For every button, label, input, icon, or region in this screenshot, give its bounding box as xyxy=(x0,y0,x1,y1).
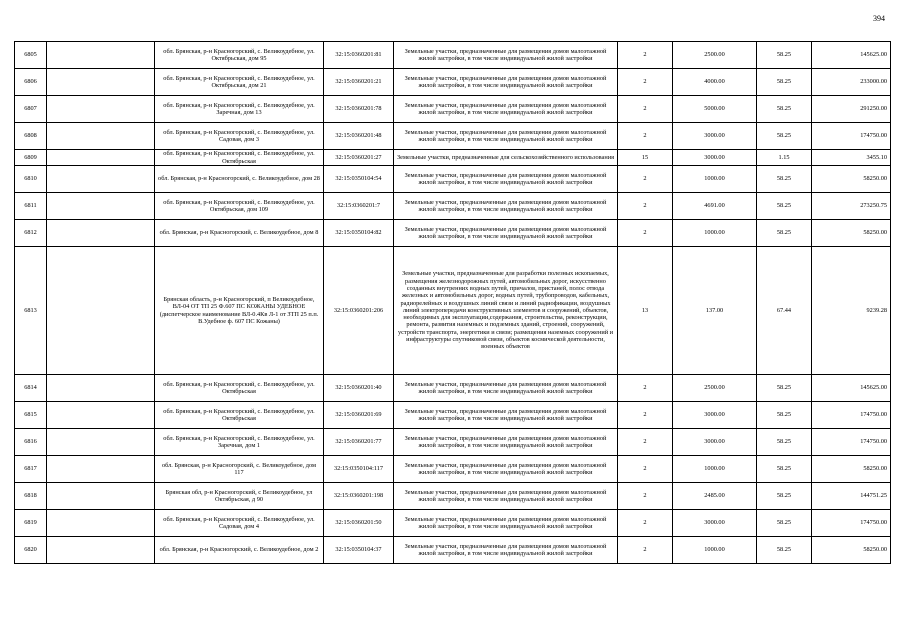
specific-value-cell: 58.25 xyxy=(757,220,812,247)
cadastral-number-cell: 32:15:0350104:82 xyxy=(324,220,394,247)
empty-cell xyxy=(47,429,155,456)
row-number: 6820 xyxy=(15,537,47,564)
group-number-cell: 2 xyxy=(618,510,673,537)
land-use-cell: Земельные участки, предназначенные для размещения домов малоэтажной жилой застройки, в том числе индивидуальной жилой застройки xyxy=(394,510,618,537)
specific-value-cell: 58.25 xyxy=(757,375,812,402)
empty-cell xyxy=(47,483,155,510)
cadastral-value-cell: 145625.00 xyxy=(812,42,891,69)
address-cell: обл. Брянская, р-н Красногорский, с. Великоудебное, ул. Октябрьская, дом 21 xyxy=(155,69,324,96)
cadastral-value-cell: 3455.10 xyxy=(812,150,891,166)
area-cell: 4000.00 xyxy=(673,69,757,96)
page-number: 394 xyxy=(873,14,885,23)
land-use-cell: Земельные участки, предназначенные для размещения домов малоэтажной жилой застройки, в том числе индивидуальной жилой застройки xyxy=(394,429,618,456)
table-row xyxy=(15,166,891,193)
group-number-cell: 2 xyxy=(618,429,673,456)
specific-value-cell: 58.25 xyxy=(757,510,812,537)
cadastral-number-cell: 32:15:0360201:27 xyxy=(324,150,394,166)
group-number-cell: 15 xyxy=(618,150,673,166)
cadastral-number-cell: 32:15:0360201:77 xyxy=(324,429,394,456)
cadastral-value-cell: 145625.00 xyxy=(812,375,891,402)
cadastral-value-cell: 174750.00 xyxy=(812,429,891,456)
cadastral-value-cell: 233000.00 xyxy=(812,69,891,96)
specific-value-cell: 58.25 xyxy=(757,123,812,150)
area-cell: 3000.00 xyxy=(673,429,757,456)
land-use-cell: Земельные участки, предназначенные для размещения домов малоэтажной жилой застройки, в том числе индивидуальной жилой застройки xyxy=(394,42,618,69)
row-number: 6810 xyxy=(15,166,47,193)
specific-value-cell: 58.25 xyxy=(757,69,812,96)
cadastral-value-table xyxy=(14,41,891,564)
table-row xyxy=(15,429,891,456)
row-number: 6819 xyxy=(15,510,47,537)
address-cell: обл. Брянская, р-н Красногорский, с. Великоудебное, ул. Заречная, дом 13 xyxy=(155,96,324,123)
specific-value-cell: 58.25 xyxy=(757,402,812,429)
land-use-cell: Земельные участки, предназначенные для размещения домов малоэтажной жилой застройки, в том числе индивидуальной жилой застройки xyxy=(394,402,618,429)
group-number-cell: 13 xyxy=(618,247,673,375)
empty-cell xyxy=(47,166,155,193)
address-cell: обл. Брянская, р-н Красногорский, с. Великоудебное, ул. Садовая, дом 3 xyxy=(155,123,324,150)
area-cell: 3000.00 xyxy=(673,123,757,150)
specific-value-cell: 58.25 xyxy=(757,96,812,123)
cadastral-number-cell: 32:15:0350104:54 xyxy=(324,166,394,193)
row-number: 6809 xyxy=(15,150,47,166)
table-body xyxy=(15,42,891,564)
table-row xyxy=(15,220,891,247)
cadastral-number-cell: 32:15:0360201:48 xyxy=(324,123,394,150)
row-number: 6812 xyxy=(15,220,47,247)
table-row xyxy=(15,537,891,564)
empty-cell xyxy=(47,123,155,150)
row-number: 6806 xyxy=(15,69,47,96)
address-cell: обл. Брянская, р-н Красногорский, с. Великоудебное, дом 2 xyxy=(155,537,324,564)
address-cell: обл. Брянская, р-н Красногорский, с. Великоудебное, дом 8 xyxy=(155,220,324,247)
empty-cell xyxy=(47,220,155,247)
cadastral-value-cell: 9239.28 xyxy=(812,247,891,375)
cadastral-value-cell: 144751.25 xyxy=(812,483,891,510)
specific-value-cell: 67.44 xyxy=(757,247,812,375)
cadastral-number-cell: 32:15:0360201:81 xyxy=(324,42,394,69)
table-row xyxy=(15,123,891,150)
area-cell: 1000.00 xyxy=(673,456,757,483)
empty-cell xyxy=(47,42,155,69)
land-use-cell: Земельные участки, предназначенные для сельскохозяйственного использования xyxy=(394,150,618,166)
empty-cell xyxy=(47,150,155,166)
area-cell: 2500.00 xyxy=(673,42,757,69)
cadastral-value-cell: 273250.75 xyxy=(812,193,891,220)
specific-value-cell: 58.25 xyxy=(757,483,812,510)
row-number: 6805 xyxy=(15,42,47,69)
land-use-cell: Земельные участки, предназначенные для размещения домов малоэтажной жилой застройки, в том числе индивидуальной жилой застройки xyxy=(394,96,618,123)
cadastral-value-cell: 291250.00 xyxy=(812,96,891,123)
table-row xyxy=(15,483,891,510)
group-number-cell: 2 xyxy=(618,402,673,429)
empty-cell xyxy=(47,247,155,375)
group-number-cell: 2 xyxy=(618,96,673,123)
group-number-cell: 2 xyxy=(618,456,673,483)
row-number: 6811 xyxy=(15,193,47,220)
table-row xyxy=(15,247,891,375)
group-number-cell: 2 xyxy=(618,193,673,220)
land-use-cell: Земельные участки, предназначенные для размещения домов малоэтажной жилой застройки, в том числе индивидуальной жилой застройки xyxy=(394,375,618,402)
cadastral-number-cell: 32:15:0360201:21 xyxy=(324,69,394,96)
address-cell: обл. Брянская, р-н Красногорский, с. Великоудебное, ул. Заречная, дом 1 xyxy=(155,429,324,456)
cadastral-value-cell: 58250.00 xyxy=(812,166,891,193)
empty-cell xyxy=(47,456,155,483)
area-cell: 3000.00 xyxy=(673,150,757,166)
land-use-cell: Земельные участки, предназначенные для разработки полезных ископаемых, размещения железнодорожных путей, автомобильных дорог, искусственно созданных внутренних водных путей, причалов, пристаней, полос отвода железных и автомобильных дорог, водных путей, трубопроводов, кабельных, радиорелейных и воздушных линий связи и линий радиофикации, воздушных линий электропередачи конструктивных элементов и сооружений, объектов, необходимых для эксплуатации,содержания, строительства, реконструкции, ремонта, развития наземных и подземных зданий, строений, сооружений, устройств транспорта, энергетики и связи; размещения наземных сооружений и инфраструктуры спутниковой связи, объектов космической деятельности, военных объектов xyxy=(394,247,618,375)
group-number-cell: 2 xyxy=(618,537,673,564)
address-cell: Брянская обл, р-н Красногорский, с Великоудебное, ул Октябрьская, д 90 xyxy=(155,483,324,510)
address-cell: обл. Брянская, р-н Красногорский, с. Великоудебное, ул. Октябрьская xyxy=(155,150,324,166)
row-number: 6816 xyxy=(15,429,47,456)
empty-cell xyxy=(47,96,155,123)
land-use-cell: Земельные участки, предназначенные для размещения домов малоэтажной жилой застройки, в том числе индивидуальной жилой застройки xyxy=(394,166,618,193)
row-number: 6807 xyxy=(15,96,47,123)
table-row xyxy=(15,193,891,220)
group-number-cell: 2 xyxy=(618,220,673,247)
specific-value-cell: 58.25 xyxy=(757,166,812,193)
empty-cell xyxy=(47,537,155,564)
land-use-cell: Земельные участки, предназначенные для размещения домов малоэтажной жилой застройки, в том числе индивидуальной жилой застройки xyxy=(394,483,618,510)
area-cell: 1000.00 xyxy=(673,166,757,193)
address-cell: обл. Брянская, р-н Красногорский, с. Великоудебное, ул. Октябрьская, дом 95 xyxy=(155,42,324,69)
cadastral-value-cell: 58250.00 xyxy=(812,220,891,247)
empty-cell xyxy=(47,375,155,402)
row-number: 6814 xyxy=(15,375,47,402)
table-row xyxy=(15,96,891,123)
row-number: 6808 xyxy=(15,123,47,150)
cadastral-value-cell: 174750.00 xyxy=(812,402,891,429)
table-row xyxy=(15,402,891,429)
address-cell: Брянская область, р-н Красногорский, п Великоудебное, ВЛ-04 ОТ ТП 25 Ф.607 ПС КОЖАНЫ УДЕБНОЕ (диспетчерское наименование ВЛ-0.4Кв Л-1 от ЗТП 25 п.п. В.Удебное ф. 607 ПС Кожаны) xyxy=(155,247,324,375)
area-cell: 2500.00 xyxy=(673,375,757,402)
area-cell: 4691.00 xyxy=(673,193,757,220)
address-cell: обл. Брянская, р-н Красногорский, с. Великоудебное, дом 117 xyxy=(155,456,324,483)
cadastral-number-cell: 32:15:0360201:78 xyxy=(324,96,394,123)
area-cell: 1000.00 xyxy=(673,537,757,564)
cadastral-number-cell: 32:15:0360201:40 xyxy=(324,375,394,402)
group-number-cell: 2 xyxy=(618,123,673,150)
area-cell: 3000.00 xyxy=(673,402,757,429)
area-cell: 137.00 xyxy=(673,247,757,375)
cadastral-value-cell: 174750.00 xyxy=(812,510,891,537)
specific-value-cell: 58.25 xyxy=(757,193,812,220)
specific-value-cell: 58.25 xyxy=(757,456,812,483)
area-cell: 1000.00 xyxy=(673,220,757,247)
table-row xyxy=(15,375,891,402)
table-row xyxy=(15,69,891,96)
area-cell: 3000.00 xyxy=(673,510,757,537)
cadastral-number-cell: 32:15:0360201:69 xyxy=(324,402,394,429)
specific-value-cell: 1.15 xyxy=(757,150,812,166)
group-number-cell: 2 xyxy=(618,166,673,193)
land-use-cell: Земельные участки, предназначенные для размещения домов малоэтажной жилой застройки, в том числе индивидуальной жилой застройки xyxy=(394,69,618,96)
address-cell: обл. Брянская, р-н Красногорский, с. Великоудебное, ул. Октябрьская, дом 109 xyxy=(155,193,324,220)
empty-cell xyxy=(47,510,155,537)
land-use-cell: Земельные участки, предназначенные для размещения домов малоэтажной жилой застройки, в том числе индивидуальной жилой застройки xyxy=(394,193,618,220)
area-cell: 5000.00 xyxy=(673,96,757,123)
empty-cell xyxy=(47,193,155,220)
address-cell: обл. Брянская, р-н Красногорский, с. Великоудебное, ул. Октябрьская xyxy=(155,402,324,429)
table-row xyxy=(15,510,891,537)
cadastral-number-cell: 32:15:0360201:198 xyxy=(324,483,394,510)
address-cell: обл. Брянская, р-н Красногорский, с. Великоудебное, ул. Садовая, дом 4 xyxy=(155,510,324,537)
cadastral-number-cell: 32:15:0360201:50 xyxy=(324,510,394,537)
specific-value-cell: 58.25 xyxy=(757,537,812,564)
area-cell: 2485.00 xyxy=(673,483,757,510)
land-use-cell: Земельные участки, предназначенные для размещения домов малоэтажной жилой застройки, в том числе индивидуальной жилой застройки xyxy=(394,456,618,483)
row-number: 6813 xyxy=(15,247,47,375)
row-number: 6815 xyxy=(15,402,47,429)
land-use-cell: Земельные участки, предназначенные для размещения домов малоэтажной жилой застройки, в том числе индивидуальной жилой застройки xyxy=(394,220,618,247)
group-number-cell: 2 xyxy=(618,375,673,402)
group-number-cell: 2 xyxy=(618,69,673,96)
table-row xyxy=(15,150,891,166)
empty-cell xyxy=(47,69,155,96)
cadastral-value-cell: 58250.00 xyxy=(812,456,891,483)
cadastral-value-cell: 58250.00 xyxy=(812,537,891,564)
land-use-cell: Земельные участки, предназначенные для размещения домов малоэтажной жилой застройки, в том числе индивидуальной жилой застройки xyxy=(394,537,618,564)
cadastral-number-cell: 32:15:0360201:206 xyxy=(324,247,394,375)
specific-value-cell: 58.25 xyxy=(757,42,812,69)
cadastral-value-cell: 174750.00 xyxy=(812,123,891,150)
row-number: 6818 xyxy=(15,483,47,510)
address-cell: обл. Брянская, р-н Красногорский, с. Великоудебное, ул. Октябрьская xyxy=(155,375,324,402)
cadastral-number-cell: 32:15:0350104:117 xyxy=(324,456,394,483)
empty-cell xyxy=(47,402,155,429)
row-number: 6817 xyxy=(15,456,47,483)
group-number-cell: 2 xyxy=(618,483,673,510)
specific-value-cell: 58.25 xyxy=(757,429,812,456)
land-use-cell: Земельные участки, предназначенные для размещения домов малоэтажной жилой застройки, в том числе индивидуальной жилой застройки xyxy=(394,123,618,150)
table-row xyxy=(15,456,891,483)
cadastral-number-cell: 32:15:0350104:37 xyxy=(324,537,394,564)
table-row xyxy=(15,42,891,69)
address-cell: обл. Брянская, р-н Красногорский, с. Великоудебное, дом 28 xyxy=(155,166,324,193)
cadastral-number-cell: 32:15:0360201:7 xyxy=(324,193,394,220)
group-number-cell: 2 xyxy=(618,42,673,69)
